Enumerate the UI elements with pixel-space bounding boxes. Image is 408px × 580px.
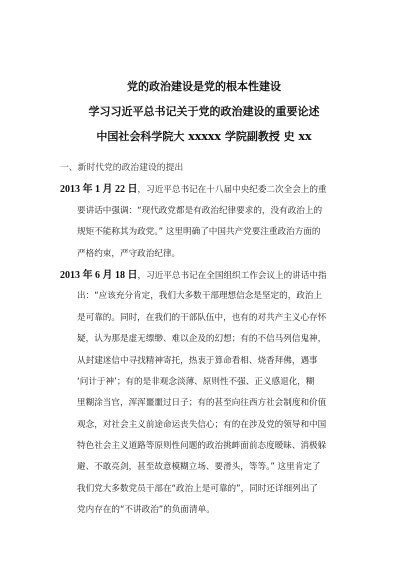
paragraph-1-line: 严格约束，严守政治纪律。 [77,248,181,259]
paragraph-2-line: 观念，对社会主义前途命运丧失信心；有的在涉及党的领导和中国 [77,419,327,430]
paragraph-2-line: 疑，认为那是虚无缥缈、难以企及的幻想；有的不信马列信鬼神， [77,334,327,345]
paragraph-2-line: 是可靠的。同时，在我们的干部队伍中，也有的对共产主义心存怀 [77,312,327,323]
document-title: 党的政治建设是党的根本性建设 [127,80,281,93]
paragraph-1-text: ，习近平总书记在十八届中央纪委二次全会上的重 [137,185,327,196]
author-line: 中国社会科学院大 xxxxx 学院副教授 史 xx [96,130,312,143]
paragraph-2-line: 出：“应该充分肯定，我们大多数干部理想信念是坚定的，政治上 [77,291,323,302]
paragraph-2-line [60,265,366,286]
paragraph-2-line: 党内存在的“不讲政治”的负面清单。 [77,505,215,516]
paragraph-2-text: ，习近平总书记在全国组织工作会议上的讲话中指 [137,270,327,281]
paragraph-2-line: 我们党大多数党员干部在“政治上是可靠的”，同时还详细列出了 [77,483,318,494]
paragraph-1-line: 要讲话中强调：“现代政党都是有政治纪律要求的，没有政治上的 [77,205,323,216]
paragraph-2-line: ‘问计于神’；有的是非观念淡薄、原则性不强、正义感退化，糊 [77,376,315,387]
paragraph-1-date: 2013 年 1 月 22 日 [60,184,138,196]
section-heading: 一、新时代党的政治建设的提出 [60,163,184,173]
title-block [0,74,408,149]
paragraph-2-line: 从封建迷信中寻找精神寄托，热衷于算命看相、烧香拜佛，遇事 [77,355,318,366]
paragraph-1-line [60,179,366,200]
paragraph-2-date: 2013 年 6 月 18 日 [60,269,138,281]
paragraph-2-line: 避、不敢亮剑，甚至故意模糊立场、要滑头，等等。” 这里肯定了 [77,462,321,473]
document-subtitle: 学习习近平总书记关于党的政治建设的重要论述 [88,105,320,118]
paragraph-1-line: 规矩不能称其为政党。” 这里明确了中国共产党要注重政治方面的 [77,227,321,238]
paragraph-2-line: 特色社会主义道路等原则性问题的政治挑衅面前态度暧昧、消极躲 [77,441,327,452]
paragraph-2-line: 里糊涂当官，浑浑噩噩过日子；有的甚至向往西方社会制度和价值 [77,398,327,409]
document-body [60,158,366,522]
